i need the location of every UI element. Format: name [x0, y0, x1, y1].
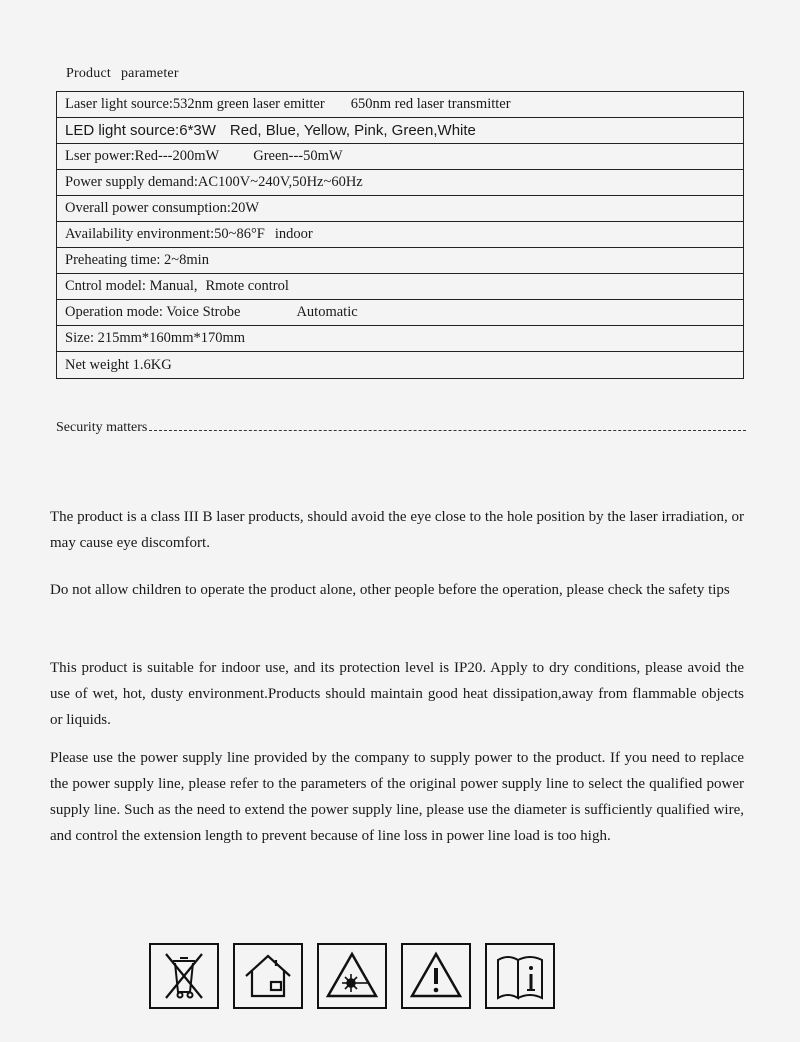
- row-value: Green---50mW: [253, 148, 343, 164]
- heading-word-product: Product: [66, 66, 111, 81]
- heading-word-parameter: parameter: [120, 66, 179, 81]
- row-value: 650nm red laser transmitter: [350, 96, 511, 112]
- row-label: Operation mode: Voice Strobe: [65, 304, 241, 320]
- row-label: Laser light source:532nm green laser emitter: [65, 96, 325, 112]
- paragraph-laser-class: The product is a class III B laser products, should avoid the eye close to the hole position by the laser irradiation, or may cause eye discomfort.: [50, 509, 744, 551]
- row-label: Cntrol model: Manual,: [65, 278, 198, 294]
- safety-icons: [149, 943, 555, 1009]
- row-power-consumption: [57, 196, 743, 222]
- row-operation-mode: [57, 300, 743, 326]
- general-warning-icon: [401, 943, 471, 1009]
- row-label: Size: 215mm*160mm*170mm: [65, 330, 246, 346]
- row-laser-source: [57, 92, 743, 118]
- weee-crossed-bin-icon: [149, 943, 219, 1009]
- row-label: Availability environment:50~86°F: [65, 226, 265, 242]
- row-label: Lser power:Red---200mW: [65, 148, 220, 164]
- security-matters-heading: [56, 420, 746, 436]
- indoor-use-house-icon: [233, 943, 303, 1009]
- row-value: Red, Blue, Yellow, Pink, Green,White: [229, 122, 476, 139]
- product-parameter-heading: [66, 66, 179, 82]
- row-value: indoor: [274, 226, 313, 242]
- paragraph-power-line: Please use the power supply line provided by the company to supply power to the product. If you need to replace the power supply line, please refer to the parameters of the original power supply line to select the qualified power supply line. Such as the need to extend the power supply line, please use the diameter is sufficiently qualified wire, and control the extension length to prevent because of line loss in power line load is too high.: [50, 750, 744, 844]
- read-manual-icon: [485, 943, 555, 1009]
- row-laser-power: [57, 144, 743, 170]
- paragraph-children: Do not allow children to operate the product alone, other people before the operation, please check the safety tips: [50, 582, 730, 598]
- row-preheating: [57, 248, 743, 274]
- row-label: Preheating time: 2~8min: [65, 252, 209, 268]
- row-size: [57, 326, 743, 352]
- row-value: Automatic: [296, 304, 358, 320]
- row-value: Rmote control: [205, 278, 289, 294]
- laser-warning-icon: [317, 943, 387, 1009]
- security-heading-text: Security matters: [56, 420, 148, 435]
- row-environment: [57, 222, 743, 248]
- row-label: Overall power consumption:20W: [65, 200, 260, 216]
- row-label: Net weight 1.6KG: [65, 356, 172, 373]
- row-power-supply: [57, 170, 743, 196]
- dashed-rule: [149, 422, 746, 431]
- parameter-table: [56, 91, 744, 379]
- row-control-model: [57, 274, 743, 300]
- paragraph-indoor-use: This product is suitable for indoor use, and its protection level is IP20. Apply to dry conditions, please avoid the use of wet, hot, dusty environment.Products should maintain good heat dissipation,away from flammable objects or liquids.: [50, 660, 744, 728]
- row-net-weight: [57, 352, 743, 378]
- row-label: Power supply demand:AC100V~240V,50Hz~60Hz: [65, 174, 363, 190]
- row-label: LED light source:6*3W: [65, 122, 216, 139]
- row-led-source: [57, 118, 743, 144]
